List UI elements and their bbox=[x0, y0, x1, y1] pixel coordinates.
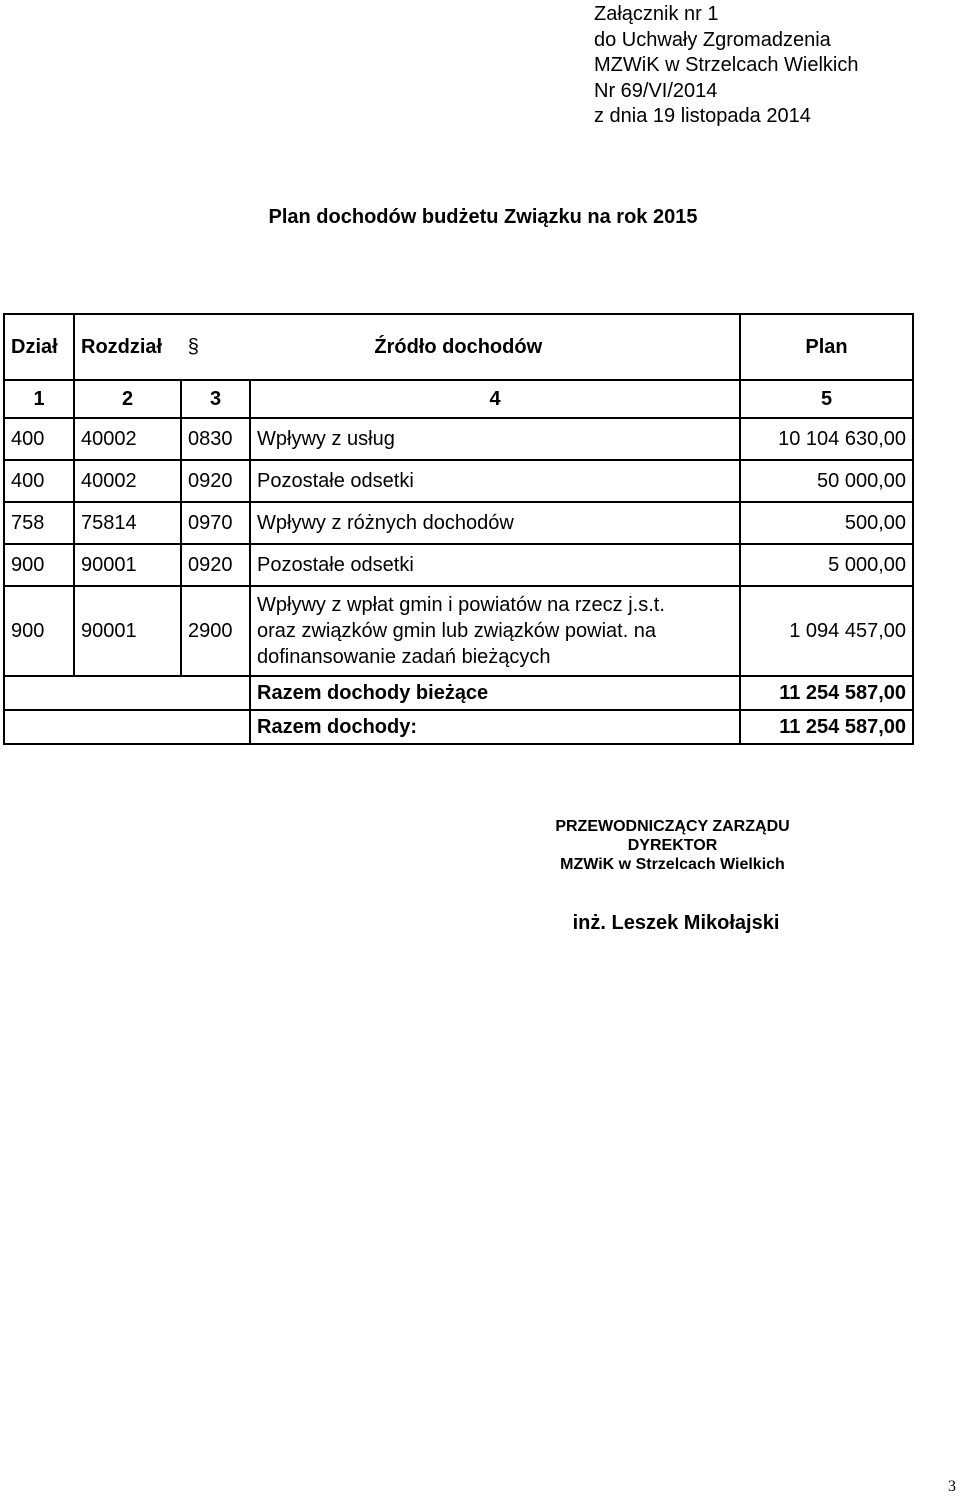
cell-dzial: 758 bbox=[4, 502, 74, 544]
header-zrodlo: Źródło dochodów bbox=[374, 335, 543, 358]
zrodlo-line: dofinansowanie zadań bieżących bbox=[257, 646, 551, 668]
cell-dzial: 900 bbox=[4, 544, 74, 586]
cell-paragraf: 0920 bbox=[181, 544, 250, 586]
zrodlo-line: oraz związków gmin lub związków powiat. na bbox=[257, 620, 657, 642]
budget-table bbox=[3, 313, 914, 745]
cell-zrodlo bbox=[250, 586, 740, 676]
cell-paragraf: 0920 bbox=[181, 460, 250, 502]
annex-line: MZWiK w Strzelcach Wielkich bbox=[594, 54, 859, 76]
table-row bbox=[4, 460, 913, 502]
cell-rozdzial: 75814 bbox=[74, 502, 181, 544]
annex-line: Nr 69/VI/2014 bbox=[594, 79, 718, 102]
signer-name: inż. Leszek Mikołajski bbox=[572, 912, 780, 934]
cell-zrodlo: Pozostałe odsetki bbox=[250, 544, 740, 586]
total-row bbox=[4, 710, 913, 744]
cell-plan: 1 094 457,00 bbox=[740, 586, 913, 676]
total-empty-cell bbox=[4, 676, 250, 710]
cell-zrodlo: Pozostałe odsetki bbox=[250, 460, 740, 502]
cell-dzial: 400 bbox=[4, 418, 74, 460]
column-number: 4 bbox=[250, 380, 740, 418]
cell-zrodlo: Wpływy z różnych dochodów bbox=[250, 502, 740, 544]
cell-paragraf: 0970 bbox=[181, 502, 250, 544]
zrodlo-line: Wpływy z wpłat gmin i powiatów na rzecz j.s.t. bbox=[257, 594, 665, 616]
total-plan: 11 254 587,00 bbox=[740, 676, 913, 710]
page-number: 3 bbox=[948, 1478, 956, 1495]
column-number: 5 bbox=[740, 380, 913, 418]
cell-plan: 500,00 bbox=[740, 502, 913, 544]
table-header-row bbox=[4, 314, 913, 380]
total-plan: 11 254 587,00 bbox=[740, 710, 913, 744]
cell-rozdzial: 40002 bbox=[74, 460, 181, 502]
header-dzial: Dział bbox=[4, 314, 74, 380]
cell-plan: 10 104 630,00 bbox=[740, 418, 913, 460]
total-row bbox=[4, 676, 913, 710]
signature-block bbox=[540, 817, 805, 874]
signature-line: MZWiK w Strzelcach Wielkich bbox=[560, 856, 785, 873]
cell-dzial: 900 bbox=[4, 586, 74, 676]
header-combined-cell bbox=[74, 314, 740, 380]
signature-line: DYREKTOR bbox=[627, 837, 718, 854]
table-row bbox=[4, 502, 913, 544]
signature-line: PRZEWODNICZĄCY ZARZĄDU bbox=[555, 818, 790, 835]
column-number: 2 bbox=[74, 380, 181, 418]
total-empty-cell bbox=[4, 710, 250, 744]
header-rozdzial: Rozdział bbox=[81, 335, 163, 358]
cell-zrodlo: Wpływy z usług bbox=[250, 418, 740, 460]
cell-dzial: 400 bbox=[4, 460, 74, 502]
column-number-row bbox=[4, 380, 913, 418]
table-row bbox=[4, 586, 913, 676]
header-plan: Plan bbox=[740, 314, 913, 380]
column-number: 3 bbox=[181, 380, 250, 418]
cell-rozdzial: 90001 bbox=[74, 586, 181, 676]
document-title: Plan dochodów budżetu Związku na rok 2015 bbox=[268, 206, 698, 228]
cell-rozdzial: 40002 bbox=[74, 418, 181, 460]
annex-header bbox=[594, 2, 858, 130]
cell-plan: 5 000,00 bbox=[740, 544, 913, 586]
annex-line: do Uchwały Zgromadzenia bbox=[594, 28, 831, 51]
annex-line: z dnia 19 listopada 2014 bbox=[594, 105, 811, 127]
cell-rozdzial: 90001 bbox=[74, 544, 181, 586]
column-number: 1 bbox=[4, 380, 74, 418]
cell-paragraf: 0830 bbox=[181, 418, 250, 460]
section-symbol-icon: § bbox=[187, 335, 199, 358]
total-label: Razem dochody: bbox=[250, 710, 740, 744]
table-row bbox=[4, 544, 913, 586]
table-row bbox=[4, 418, 913, 460]
total-label: Razem dochody bieżące bbox=[250, 676, 740, 710]
cell-plan: 50 000,00 bbox=[740, 460, 913, 502]
annex-line: Załącznik nr 1 bbox=[594, 3, 719, 25]
cell-paragraf: 2900 bbox=[181, 586, 250, 676]
